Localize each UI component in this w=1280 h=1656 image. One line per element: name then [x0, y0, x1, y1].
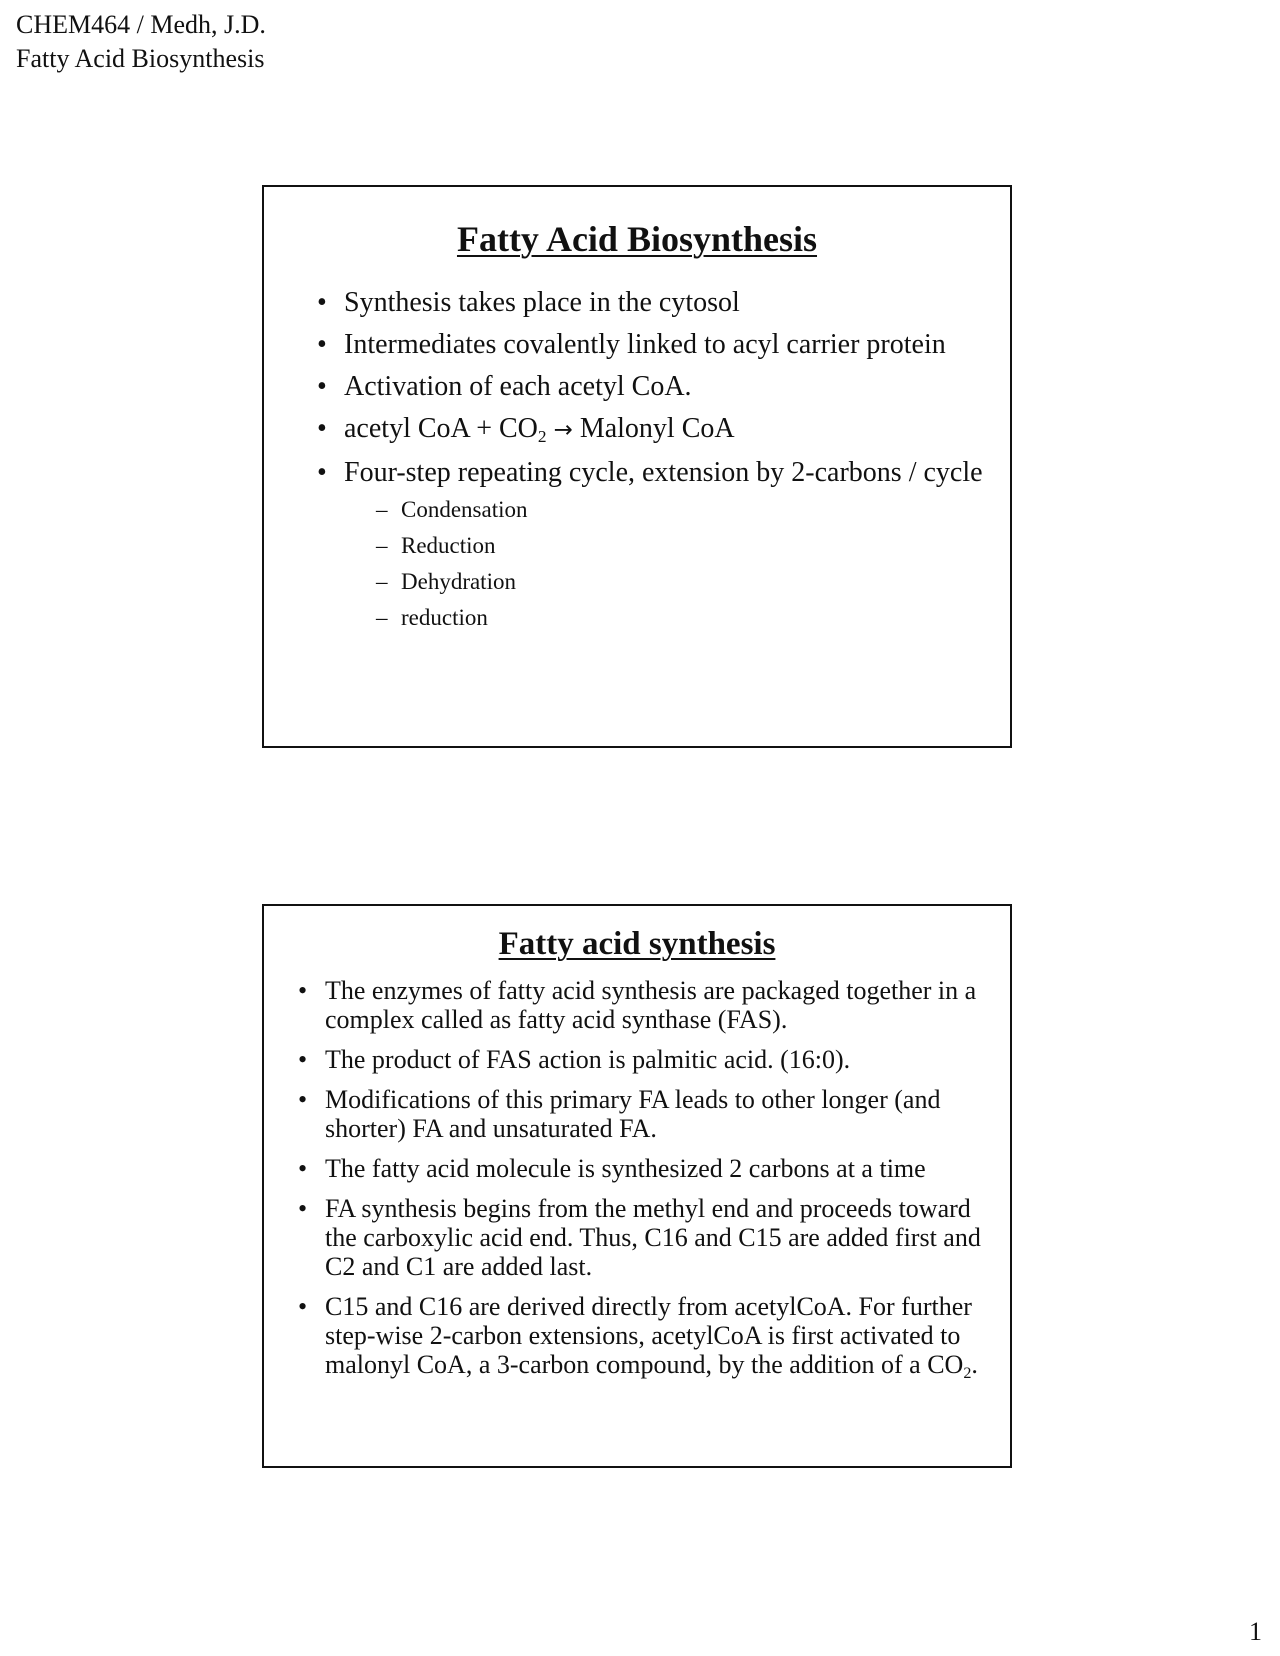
bullet-text: C15 and C16 are derived directly from acetylCoA. For further step-wise 2-carbon extensions, acetylCoA is first activated to malonyl CoA, a 3-carbon compound, by the addition of a CO — [325, 1292, 972, 1379]
reaction-product: Malonyl CoA — [579, 413, 735, 444]
bullet-text: FA synthesis begins from the methyl end and proceeds toward the carboxylic acid end. Thus, C16 and C15 are added first and C2 and C1 are added last. — [325, 1194, 981, 1281]
bullet-icon: • — [317, 287, 327, 318]
list-item — [298, 1085, 990, 1143]
reaction-reactants: acetyl CoA + CO — [344, 413, 538, 444]
co2-subscript: 2 — [963, 1364, 972, 1382]
slide-1 — [262, 185, 1012, 748]
cycle-step — [376, 564, 984, 600]
reaction-subscript: 2 — [537, 427, 547, 447]
course-label: CHEM464 / Medh, J.D. — [16, 10, 266, 39]
bullet-icon: • — [317, 371, 327, 402]
dash-icon: – — [376, 533, 388, 558]
bullet-icon: • — [298, 1194, 308, 1223]
page-header — [16, 8, 266, 76]
bullet-text: Intermediates covalently linked to acyl carrier protein — [344, 329, 946, 360]
bullet-icon: • — [298, 1085, 308, 1114]
list-item — [317, 285, 984, 320]
bullet-text: Four-step repeating cycle, extension by 2-carbons / cycle — [344, 457, 983, 488]
page-number: 1 — [1249, 1617, 1262, 1646]
bullet-text: The fatty acid molecule is synthesized 2 carbons at a time — [325, 1154, 926, 1183]
list-item-reaction — [317, 411, 984, 448]
bullet-text: The product of FAS action is palmitic acid. (16:0). — [325, 1045, 851, 1074]
bullet-icon: • — [317, 457, 327, 488]
sentence-end: . — [971, 1350, 978, 1379]
bullet-icon: • — [298, 1045, 308, 1074]
bullet-icon: • — [298, 1292, 308, 1321]
list-item — [317, 455, 984, 636]
list-item — [298, 976, 990, 1034]
list-item — [317, 327, 984, 362]
cycle-step-label: reduction — [401, 605, 488, 630]
list-item — [298, 1194, 990, 1281]
bullet-text: Modifications of this primary FA leads to other longer (and shorter) FA and unsaturated FA. — [325, 1085, 941, 1143]
cycle-step-label: Condensation — [401, 497, 528, 522]
right-arrow-icon: → — [553, 417, 573, 443]
bullet-list — [298, 976, 990, 1382]
cycle-step-label: Dehydration — [401, 569, 516, 594]
list-item — [298, 1292, 990, 1382]
topic-label: Fatty Acid Biosynthesis — [16, 44, 265, 73]
cycle-step — [376, 528, 984, 564]
list-item — [317, 369, 984, 404]
cycle-step — [376, 600, 984, 636]
list-item — [298, 1154, 990, 1183]
slide-title: Fatty Acid Biosynthesis — [456, 219, 818, 259]
bullet-text: Synthesis takes place in the cytosol — [344, 287, 740, 318]
bullet-text: Activation of each acetyl CoA. — [344, 371, 692, 402]
dash-icon: – — [376, 605, 388, 630]
slide-title: Fatty acid synthesis — [498, 926, 776, 962]
bullet-icon: • — [298, 976, 308, 1005]
bullet-icon: • — [317, 413, 327, 444]
cycle-step — [376, 492, 984, 528]
bullet-list — [317, 285, 984, 636]
slide-2 — [262, 904, 1012, 1468]
dash-icon: – — [376, 569, 388, 594]
bullet-icon: • — [317, 329, 327, 360]
list-item — [298, 1045, 990, 1074]
cycle-step-label: Reduction — [401, 533, 496, 558]
dash-icon: – — [376, 497, 388, 522]
bullet-icon: • — [298, 1154, 308, 1183]
bullet-text: The enzymes of fatty acid synthesis are packaged together in a complex called as fatty acid synthase (FAS). — [325, 976, 977, 1034]
cycle-steps-list — [376, 492, 984, 636]
